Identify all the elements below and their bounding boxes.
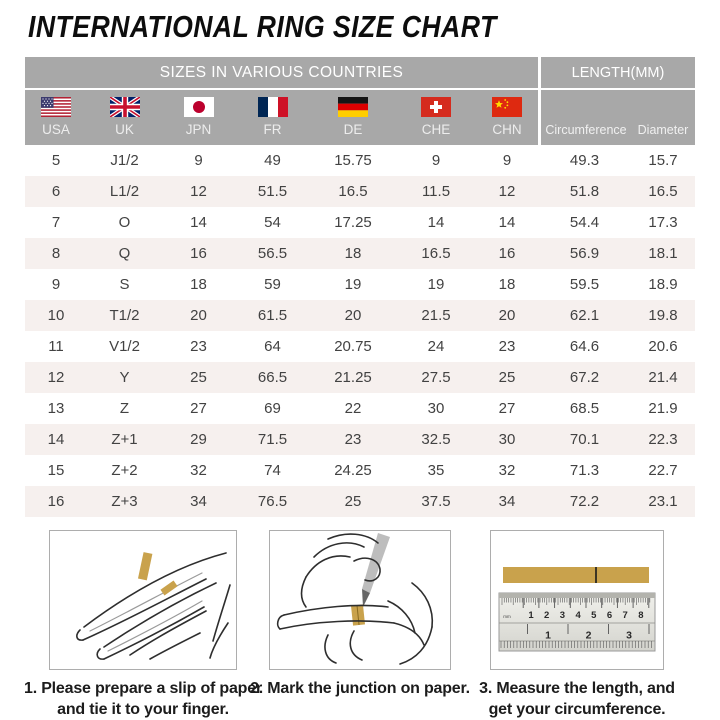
ruler-inch-number: 1 <box>545 629 551 642</box>
table-cell: Z+1 <box>111 431 138 448</box>
table-cell: 19 <box>344 276 362 293</box>
instruction-caption <box>250 678 470 699</box>
table-cell: 12 <box>47 369 65 386</box>
country-code: JPN <box>185 122 212 137</box>
table-cell: 18 <box>190 276 207 293</box>
table-cell: 70.1 <box>569 431 600 448</box>
size-chart-table <box>25 57 695 517</box>
table-cell: 20.75 <box>334 338 372 355</box>
table-cell: 51.5 <box>257 183 288 200</box>
table-cell: 12 <box>190 183 207 200</box>
table-cell: Z+3 <box>111 493 138 510</box>
table-cell: 24.25 <box>334 462 372 479</box>
germany-flag-icon <box>338 97 368 117</box>
table-cell: 76.5 <box>257 493 288 510</box>
table-row <box>25 300 695 331</box>
country-code: CHN <box>492 122 522 137</box>
table-cell: 71.3 <box>569 462 600 479</box>
table-cell: 62.1 <box>569 307 600 324</box>
hand-with-paper-slip-icon <box>50 531 236 669</box>
instruction-caption <box>18 678 268 720</box>
table-cell: 9 <box>502 152 512 169</box>
table-cell: 27.5 <box>421 369 451 386</box>
ruler-mm-label: mm <box>503 614 511 619</box>
page-title: INTERNATIONAL RING SIZE CHART <box>28 9 497 44</box>
table-cell: 21.5 <box>421 307 451 324</box>
switzerland-flag-icon <box>421 97 451 117</box>
table-cell: 24 <box>427 338 445 355</box>
table-cell: 17.3 <box>648 214 678 231</box>
table-row <box>25 424 695 455</box>
table-body <box>25 145 695 517</box>
country-column-che <box>396 90 476 145</box>
ruler-cm-number: 3 <box>559 610 566 621</box>
table-cell: 23.1 <box>648 493 678 510</box>
table-cell: 18 <box>498 276 516 293</box>
table-cell: 16 <box>190 245 207 262</box>
table-cell: 56.9 <box>569 245 600 262</box>
china-flag-icon <box>492 97 522 117</box>
caption-line: 2. Mark the junction on paper. <box>250 680 470 697</box>
country-flags-row <box>25 90 695 145</box>
table-cell: 72.2 <box>569 493 600 510</box>
table-cell: 23 <box>498 338 516 355</box>
table-cell: 64 <box>264 338 281 355</box>
table-cell: 29 <box>190 431 207 448</box>
table-cell: 20 <box>344 307 362 324</box>
table-row <box>25 207 695 238</box>
table-cell: 15.75 <box>334 152 372 169</box>
table-cell: 21.9 <box>648 400 678 417</box>
table-row <box>25 486 695 517</box>
caption-line: 3. Measure the length, and <box>479 680 675 697</box>
instruction-step-3 <box>472 530 682 720</box>
caption-line: 1. Please prepare a slip of paper <box>24 680 262 697</box>
table-cell: 49 <box>264 152 281 169</box>
table-cell: 14 <box>427 214 445 231</box>
table-cell: 37.5 <box>421 493 451 510</box>
table-cell: 10 <box>47 307 65 324</box>
ruler-cm-number: 2 <box>544 610 550 621</box>
ruler-cm-number: 1 <box>528 610 534 621</box>
table-cell: 34 <box>498 493 516 510</box>
table-cell: 30 <box>427 400 445 417</box>
country-code: USA <box>42 122 70 137</box>
length-subheaders <box>541 90 695 145</box>
table-cell: 5 <box>51 152 61 169</box>
hand-with-paper-slip-illustration <box>49 530 237 670</box>
table-cell: 12 <box>498 183 516 200</box>
header-length-mm: LENGTH(MM) <box>541 57 695 88</box>
table-cell: 13 <box>47 400 65 417</box>
table-cell: 67.2 <box>569 369 600 386</box>
ruler-cm-number: 8 <box>638 610 644 621</box>
table-cell: 27 <box>498 400 516 417</box>
table-cell: 68.5 <box>569 400 600 417</box>
table-cell: 6 <box>51 183 61 200</box>
table-cell: 20 <box>190 307 207 324</box>
table-cell: 69 <box>264 400 281 417</box>
header-sizes-in-various-countries: SIZES IN VARIOUS COUNTRIES <box>25 57 538 88</box>
circumference-header: Circumference <box>545 123 627 137</box>
table-cell: 32 <box>498 462 516 479</box>
ruler-cm-number: 7 <box>622 610 628 621</box>
table-cell: 25 <box>190 369 207 386</box>
uk-flag-icon <box>110 97 140 117</box>
country-code: UK <box>115 122 134 137</box>
table-cell: 22 <box>344 400 362 417</box>
table-row <box>25 393 695 424</box>
ruler-inch-number: 2 <box>585 629 592 642</box>
table-cell: 32 <box>190 462 207 479</box>
table-cell: 74 <box>264 462 281 479</box>
table-cell: 9 <box>194 152 203 169</box>
japan-flag-icon <box>184 97 214 117</box>
table-row <box>25 145 695 176</box>
table-cell: 14 <box>498 214 516 231</box>
table-cell: 8 <box>51 245 61 262</box>
table-cell: 61.5 <box>257 307 288 324</box>
table-row <box>25 331 695 362</box>
table-cell: 21.4 <box>648 369 678 386</box>
paper-strip <box>503 567 649 583</box>
table-cell: 20 <box>498 307 516 324</box>
table-cell: 18.9 <box>648 276 678 293</box>
ruler-cm-number: 5 <box>591 610 597 621</box>
table-cell: 9 <box>51 276 61 293</box>
table-cell: 19 <box>427 276 445 293</box>
table-cell: 14 <box>47 431 65 448</box>
table-cell: 54.4 <box>569 214 600 231</box>
table-cell: 56.5 <box>257 245 288 262</box>
table-cell: 16.5 <box>338 183 368 200</box>
table-cell: 35 <box>427 462 445 479</box>
table-cell: 30 <box>498 431 516 448</box>
table-cell: 9 <box>431 152 441 169</box>
table-cell: 59 <box>264 276 281 293</box>
country-column-de <box>310 90 396 145</box>
country-code: CHE <box>421 122 451 137</box>
country-column-fr <box>235 90 310 145</box>
table-cell: 51.8 <box>569 183 600 200</box>
table-cell: 18.1 <box>648 245 678 262</box>
caption-line: and tie it to your finger. <box>57 701 229 718</box>
instruction-caption <box>472 678 682 720</box>
table-cell: 15 <box>47 462 65 479</box>
instruction-step-1 <box>18 530 268 720</box>
table-cell: Z+2 <box>111 462 138 479</box>
table-row <box>25 238 695 269</box>
country-column-chn <box>476 90 538 145</box>
table-cell: S <box>119 276 130 293</box>
table-cell: 54 <box>264 214 281 231</box>
table-cell: 23 <box>190 338 207 355</box>
table-cell: 22.7 <box>648 462 678 479</box>
caption-line: get your circumference. <box>488 701 666 718</box>
country-code: FR <box>263 122 282 137</box>
table-cell: 18 <box>344 245 362 262</box>
table-cell: 27 <box>190 400 207 417</box>
country-column-uk <box>87 90 162 145</box>
country-columns <box>25 90 538 145</box>
table-cell: Q <box>118 245 131 262</box>
table-cell: O <box>118 214 131 231</box>
table-cell: 11.5 <box>421 183 451 200</box>
table-cell: 16.5 <box>648 183 678 200</box>
table-cell: 19.8 <box>648 307 678 324</box>
table-cell: 17.25 <box>334 214 372 231</box>
usa-flag-icon <box>41 97 71 117</box>
table-cell: Z <box>119 400 130 417</box>
table-cell: 25 <box>344 493 362 510</box>
country-code: DE <box>343 122 363 137</box>
table-cell: Y <box>119 369 130 386</box>
table-row <box>25 362 695 393</box>
table-cell: 32.5 <box>421 431 451 448</box>
ruler-icon <box>491 531 663 669</box>
table-cell: 16.5 <box>421 245 451 262</box>
france-flag-icon <box>258 97 288 117</box>
table-cell: 21.25 <box>334 369 372 386</box>
table-cell: 66.5 <box>257 369 288 386</box>
table-row <box>25 455 695 486</box>
table-cell: J1/2 <box>110 152 139 169</box>
mark-junction-illustration <box>269 530 451 670</box>
table-cell: 22.3 <box>648 431 678 448</box>
instruction-step-2 <box>250 530 470 699</box>
diameter-header: Diameter <box>637 123 689 137</box>
table-cell: 34 <box>190 493 207 510</box>
table-cell: 15.7 <box>648 152 678 169</box>
ruler-illustration <box>490 530 664 670</box>
table-cell: 16 <box>498 245 516 262</box>
table-row <box>25 269 695 300</box>
table-cell: 11 <box>48 338 64 355</box>
table-cell: 7 <box>51 214 61 231</box>
table-cell: 23 <box>344 431 362 448</box>
table-row <box>25 176 695 207</box>
table-cell: 64.6 <box>569 338 600 355</box>
table-cell: 20.6 <box>648 338 678 355</box>
table-header-row <box>25 57 695 88</box>
table-cell: 16 <box>47 493 65 510</box>
ruler-cm-number: 6 <box>606 610 613 621</box>
country-column-jpn <box>162 90 235 145</box>
table-cell: T1/2 <box>109 307 140 324</box>
table-cell: L1/2 <box>109 183 140 200</box>
mark-junction-pen-icon <box>270 531 450 669</box>
table-cell: 25 <box>498 369 516 386</box>
table-cell: V1/2 <box>109 338 140 355</box>
ruler-cm-number: 4 <box>575 610 581 621</box>
table-cell: 14 <box>190 214 207 231</box>
table-cell: 49.3 <box>569 152 600 169</box>
ruler-inch-number: 3 <box>626 629 632 642</box>
table-cell: 71.5 <box>257 431 288 448</box>
country-column-usa <box>25 90 87 145</box>
table-cell: 59.5 <box>569 276 600 293</box>
